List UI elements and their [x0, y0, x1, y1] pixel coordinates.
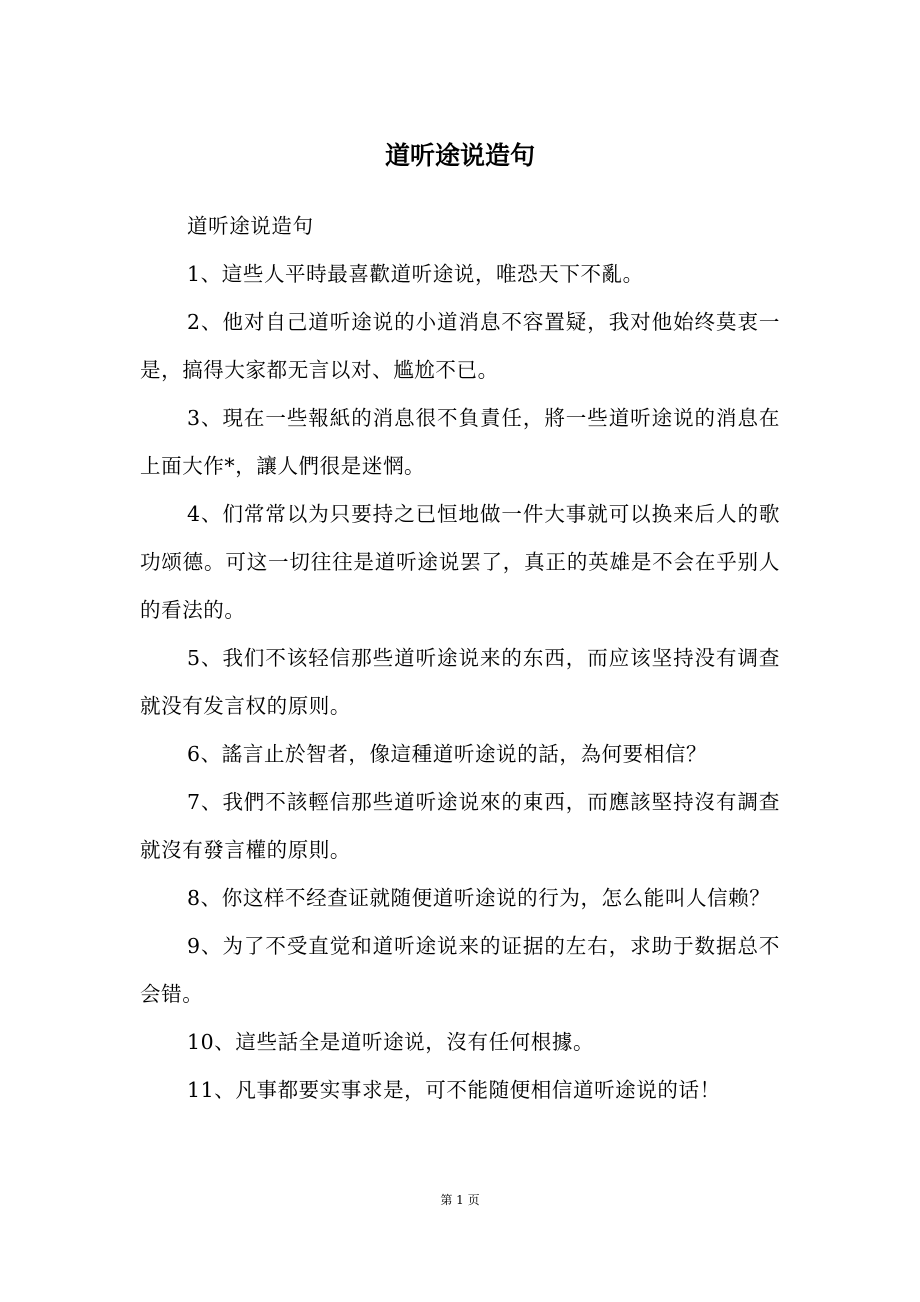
paragraph-sentence-3: 3、現在一些報紙的消息很不負責任，將一些道听途说的消息在上面大作*，讓人們很是迷惘。 [140, 406, 780, 478]
page-number: 第 1 页 [440, 1193, 480, 1207]
paragraph-sentence-8: 8、你这样不经查证就随便道听途说的行为，怎么能叫人信赖？ [187, 886, 771, 910]
paragraph-sentence-1: 1、這些人平時最喜歡道听途说，唯恐天下不亂。 [187, 262, 644, 286]
paragraph-sentence-6: 6、謠言止於智者，像這種道听途说的話，為何要相信？ [187, 742, 708, 766]
document-body [140, 202, 780, 1114]
paragraph-sentence-5: 5、我们不该轻信那些道听途说来的东西，而应该坚持没有调查就没有发言权的原则。 [140, 646, 780, 718]
document-title: 道听途说造句 [384, 141, 535, 170]
paragraph-sentence-7: 7、我們不該輕信那些道听途说來的東西，而應該堅持沒有調查就沒有發言權的原則。 [140, 790, 780, 862]
paragraph-sentence-9: 9、为了不受直觉和道听途说来的证据的左右，求助于数据总不会错。 [140, 934, 780, 1006]
paragraph-sentence-10: 10、這些話全是道听途说，沒有任何根據。 [187, 1030, 595, 1054]
paragraph-sentence-2: 2、他对自己道听途说的小道消息不容置疑，我对他始终莫衷一是，搞得大家都无言以对、尴尬不已。 [140, 310, 780, 382]
paragraph-heading: 道听途说造句 [187, 214, 314, 238]
paragraph-sentence-11: 11、凡事都要实事求是，可不能随便相信道听途说的话！ [187, 1078, 721, 1102]
paragraph-sentence-4: 4、们常常以为只要持之已恒地做一件大事就可以换来后人的歌功颂德。可这一切往往是道听途说罢了，真正的英雄是不会在乎别人的看法的。 [140, 502, 780, 622]
